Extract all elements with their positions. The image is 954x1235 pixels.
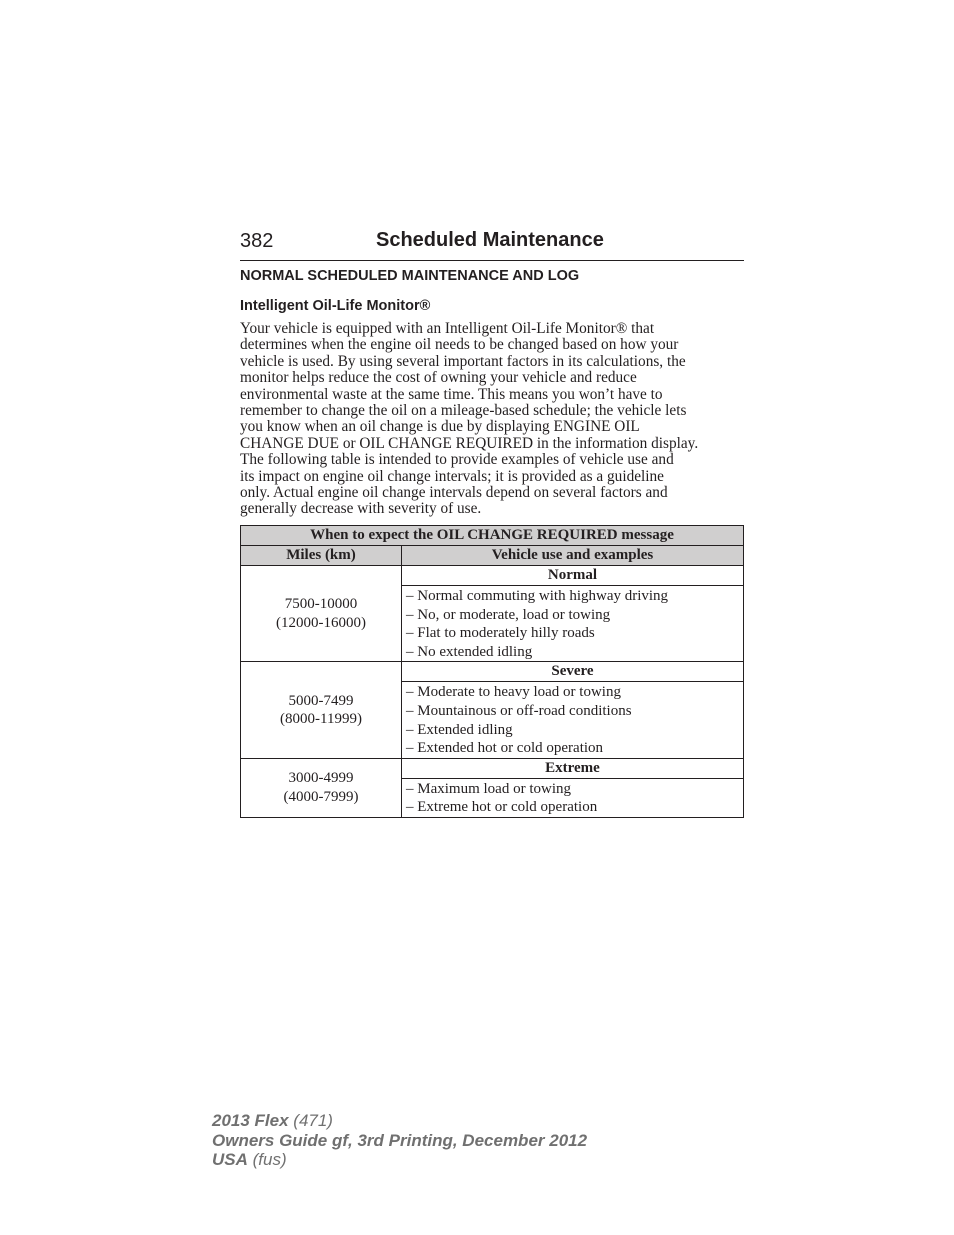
table-row <box>241 758 744 778</box>
examples-cell <box>402 682 744 758</box>
sub-heading: Intelligent Oil-Life Monitor® <box>240 298 431 314</box>
footer-model: 2013 Flex <box>212 1111 289 1130</box>
page-footer <box>212 1111 587 1170</box>
km-value: (8000-11999) <box>280 711 362 728</box>
example-item: – Mountainous or off-road conditions <box>406 702 632 719</box>
example-item: – No extended idling <box>406 643 533 660</box>
examples-cell <box>402 778 744 817</box>
example-item: – Extreme hot or cold operation <box>406 799 598 816</box>
km-value: (4000-7999) <box>283 788 359 805</box>
body-line: its impact on engine oil change intervals; it is provided as a guideline <box>240 467 664 485</box>
example-item: – Moderate to heavy load or towing <box>406 684 621 701</box>
miles-value: 7500-10000 <box>284 596 358 613</box>
table-row <box>241 566 744 586</box>
section-heading: NORMAL SCHEDULED MAINTENANCE AND LOG <box>240 268 580 284</box>
body-line: you know when an oil change is due by displaying ENGINE OIL <box>240 418 640 436</box>
footer-line-3 <box>212 1150 587 1170</box>
page-number: 382 <box>240 230 274 252</box>
category-label: Extreme <box>402 758 744 778</box>
km-value: (12000-16000) <box>276 614 366 631</box>
table-caption: When to expect the OIL CHANGE REQUIRED message <box>241 526 744 546</box>
example-item: – No, or moderate, load or towing <box>406 606 611 623</box>
body-line: monitor helps reduce the cost of owning your vehicle and reduce <box>240 369 637 387</box>
example-item: – Flat to moderately hilly roads <box>406 625 595 642</box>
body-line: only. Actual engine oil change intervals depend on several factors and <box>240 484 668 502</box>
example-item: – Maximum load or towing <box>406 780 571 797</box>
footer-model-code: (471) <box>288 1111 333 1130</box>
body-line: determines when the engine oil needs to be changed based on how your <box>240 336 679 354</box>
example-item: – Normal commuting with highway driving <box>406 588 669 604</box>
body-paragraph <box>240 321 746 518</box>
body-line: environmental waste at the same time. This means you won’t have to <box>240 385 663 403</box>
body-line: remember to change the oil on a mileage-based schedule; the vehicle lets <box>240 402 687 420</box>
miles-value: 5000-7499 <box>288 692 354 709</box>
footer-market: USA <box>212 1150 248 1169</box>
table-row <box>241 662 744 682</box>
miles-cell <box>241 758 402 817</box>
footer-market-code: (fus) <box>247 1150 287 1169</box>
column-header-miles: Miles (km) <box>241 546 402 566</box>
example-item: – Extended hot or cold operation <box>406 740 604 757</box>
page-title: Scheduled Maintenance <box>376 229 604 251</box>
page-header <box>240 228 744 261</box>
column-header-use: Vehicle use and examples <box>402 546 744 566</box>
examples-cell <box>402 586 744 662</box>
body-line: vehicle is used. By using several important factors in its calculations, the <box>240 352 686 370</box>
miles-cell <box>241 662 402 758</box>
footer-line-1 <box>212 1111 587 1131</box>
body-line: CHANGE DUE or OIL CHANGE REQUIRED in the information display. <box>240 434 699 452</box>
category-label: Severe <box>402 662 744 682</box>
miles-value: 3000-4999 <box>288 770 354 787</box>
footer-line-2: Owners Guide gf, 3rd Printing, December 2012 <box>212 1130 588 1150</box>
example-item: – Extended idling <box>406 721 513 738</box>
body-line: Your vehicle is equipped with an Intelligent Oil-Life Monitor® that <box>240 320 655 337</box>
category-label: Normal <box>402 566 744 586</box>
body-line: The following table is intended to provide examples of vehicle use and <box>240 451 674 469</box>
miles-cell <box>241 566 402 662</box>
body-line: generally decrease with severity of use. <box>240 500 482 518</box>
oil-change-table <box>240 525 744 818</box>
